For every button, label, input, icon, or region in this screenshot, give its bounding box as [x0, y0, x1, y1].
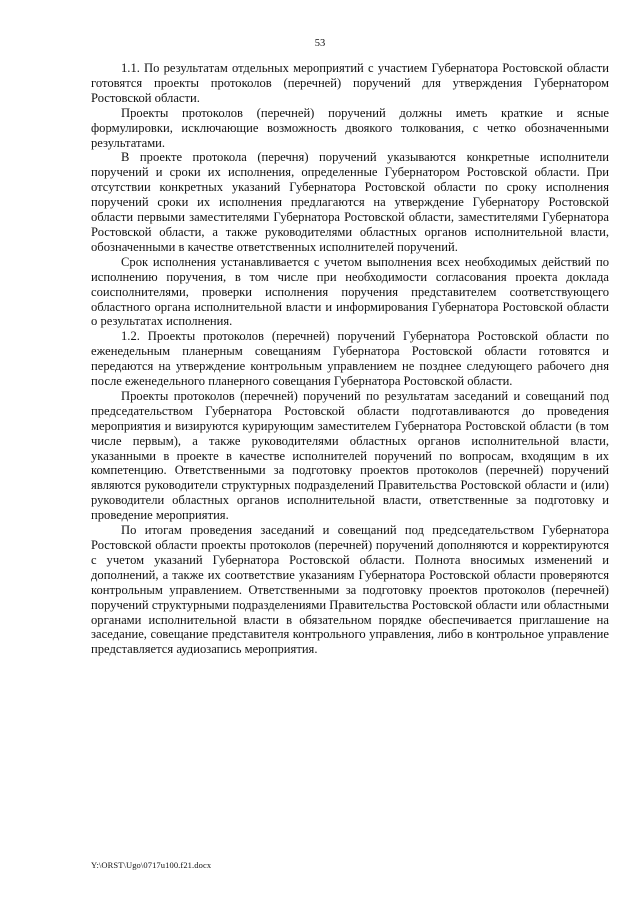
- footer-file-path: Y:\ORST\Ugo\0717u100.f21.docx: [91, 860, 212, 870]
- document-body: [91, 61, 609, 657]
- paragraph-post-meeting-corrections: По итогам проведения заседаний и совещаний под председательством Губернатора Ростовской области проекты протоколов (перечней) поручений дополняются и корректируются с учетом указаний Губернатора Ростовской области. Полнота вносимых изменений и дополнений, а также их соответствие указаниям Губернатора Ростовской области проверяются контрольным управлением. Ответственными за подготовку проектов протоколов (перечней) поручений структурными подразделениями Правительства Ростовской области или областными органами исполнительной власти в обязательном порядке обеспечивается приглашение на заседание, совещание представителя контрольного управления, либо в контрольное управление представляется аудиозапись мероприятия.: [91, 523, 609, 657]
- page-number: 53: [314, 38, 326, 49]
- paragraph-executors-deadlines: В проекте протокола (перечня) поручений указываются конкретные исполнители поручений и сроки их исполнения, определенные Губернатором Ростовской области. При отсутствии конкретных указаний Губернатора Ростовской области по сроку исполнения поручений сроки их исполнения предлагаются на утверждение Губернатору Ростовской области первыми заместителями Губернатора Ростовской области, заместителями Губернатора Ростовской области, а также руководителями областных органов исполнительной власти, обозначенными в качестве ответственных исполнителей поручений.: [91, 150, 609, 254]
- paragraph-1-2: 1.2. Проекты протоколов (перечней) поручений Губернатора Ростовской области по еженедельным планерным совещаниям Губернатора Ростовской области готовятся и передаются на утверждение контрольным управлением не позднее следующего рабочего дня после еженедельного планерного совещания Губернатора Ростовской области.: [91, 329, 609, 389]
- paragraph-wording-requirements: Проекты протоколов (перечней) поручений должны иметь краткие и ясные формулировки, исключающие возможность двоякого толкования, с четко обозначенными результатами.: [91, 105, 609, 150]
- paragraph-deadline-setting: Срок исполнения устанавливается с учетом выполнения всех необходимых действий по исполнению поручения, в том числе при необходимости согласования проекта доклада соисполнителями, проверки исполнения поручения представителем соответствующего областного органа исполнительной власти и информирования Губернатора Ростовской области о результатах исполнения.: [91, 254, 609, 329]
- paragraph-1-1: 1.1. По результатам отдельных мероприятий с участием Губернатора Ростовской области готовятся проекты протоколов (перечней) поручений для утверждения Губернатором Ростовской области.: [91, 61, 609, 105]
- paragraph-meeting-drafts: Проекты протоколов (перечней) поручений по результатам заседаний и совещаний под председательством Губернатора Ростовской области подготавливаются до проведения мероприятия и визируются курирующим заместителем Губернатора Ростовской области (в том числе первым), а также руководителями областных органов исполнительной власти, указанными в проекте в качестве исполнителей поручений по вопросам, входящим в их компетенцию. Ответственными за подготовку проектов протоколов (перечней) поручений являются руководители структурных подразделений Правительства Ростовской области и (или) руководители областных органов исполнительной власти, ответственные за подготовку и проведение мероприятия.: [91, 388, 609, 523]
